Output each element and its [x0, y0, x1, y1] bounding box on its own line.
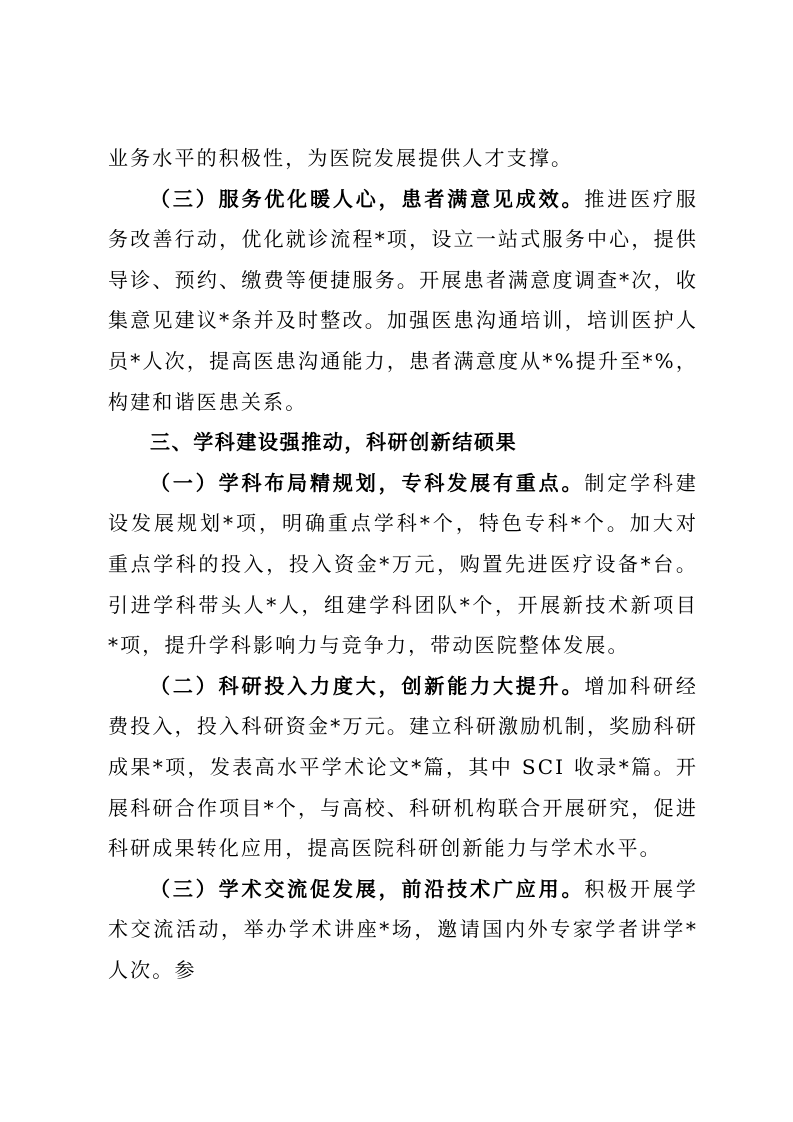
paragraph-heading: （三）服务优化暖人心，患者满意见成效。 — [150, 186, 585, 211]
paragraph-text: 增加科研经费投入，投入科研资金*万元。建立科研激励机制，奖励科研成果*项，发表高水平学术论文*篇，其中 SCI 收录*篇。开展科研合作项目*个，与高校、科研机构联合开展研究，促进科研成果转化应用，提高医院科研创新能力与学术水平。 — [108, 673, 698, 861]
paragraph-text: 积极开展学术交流活动，举办学术讲座*场，邀请国内外专家学者讲学*人次。参 — [108, 876, 698, 982]
paragraph-research-investment — [108, 666, 698, 869]
paragraph-service-optimization — [108, 179, 698, 423]
paragraph-text: 制定学科建设发展规划*项，明确重点学科*个，特色专科*个。加大对重点学科的投入，投入资金*万元，购置先进医疗设备*台。引进学科带头人*人，组建学科团队*个，开展新技术新项目*项，提升学科影响力与竞争力，带动医院整体发展。 — [108, 470, 698, 658]
paragraph-heading: （一）学科布局精规划，专科发展有重点。 — [150, 470, 585, 495]
paragraph-continuation — [108, 138, 698, 179]
section-title: 三、学科建设强推动，科研创新结硕果 — [150, 430, 518, 455]
paragraph-discipline-layout — [108, 463, 698, 666]
paragraph-academic-exchange — [108, 869, 698, 991]
paragraph-text: 业务水平的积极性，为医院发展提供人才支撑。 — [108, 146, 574, 170]
paragraph-heading: （三）学术交流促发展，前沿技术广应用。 — [150, 876, 585, 901]
paragraph-text: 推进医疗服务改善行动，优化就诊流程*项，设立一站式服务中心，提供导诊、预约、缴费等便捷服务。开展患者满意度调查*次，收集意见建议*条并及时整改。加强医患沟通培训，培训医护人员*人次，提高医患沟通能力，患者满意度从*%提升至*%，构建和谐医患关系。 — [108, 186, 698, 414]
document-page — [108, 138, 698, 990]
paragraph-heading: （二）科研投入力度大，创新能力大提升。 — [150, 673, 585, 698]
